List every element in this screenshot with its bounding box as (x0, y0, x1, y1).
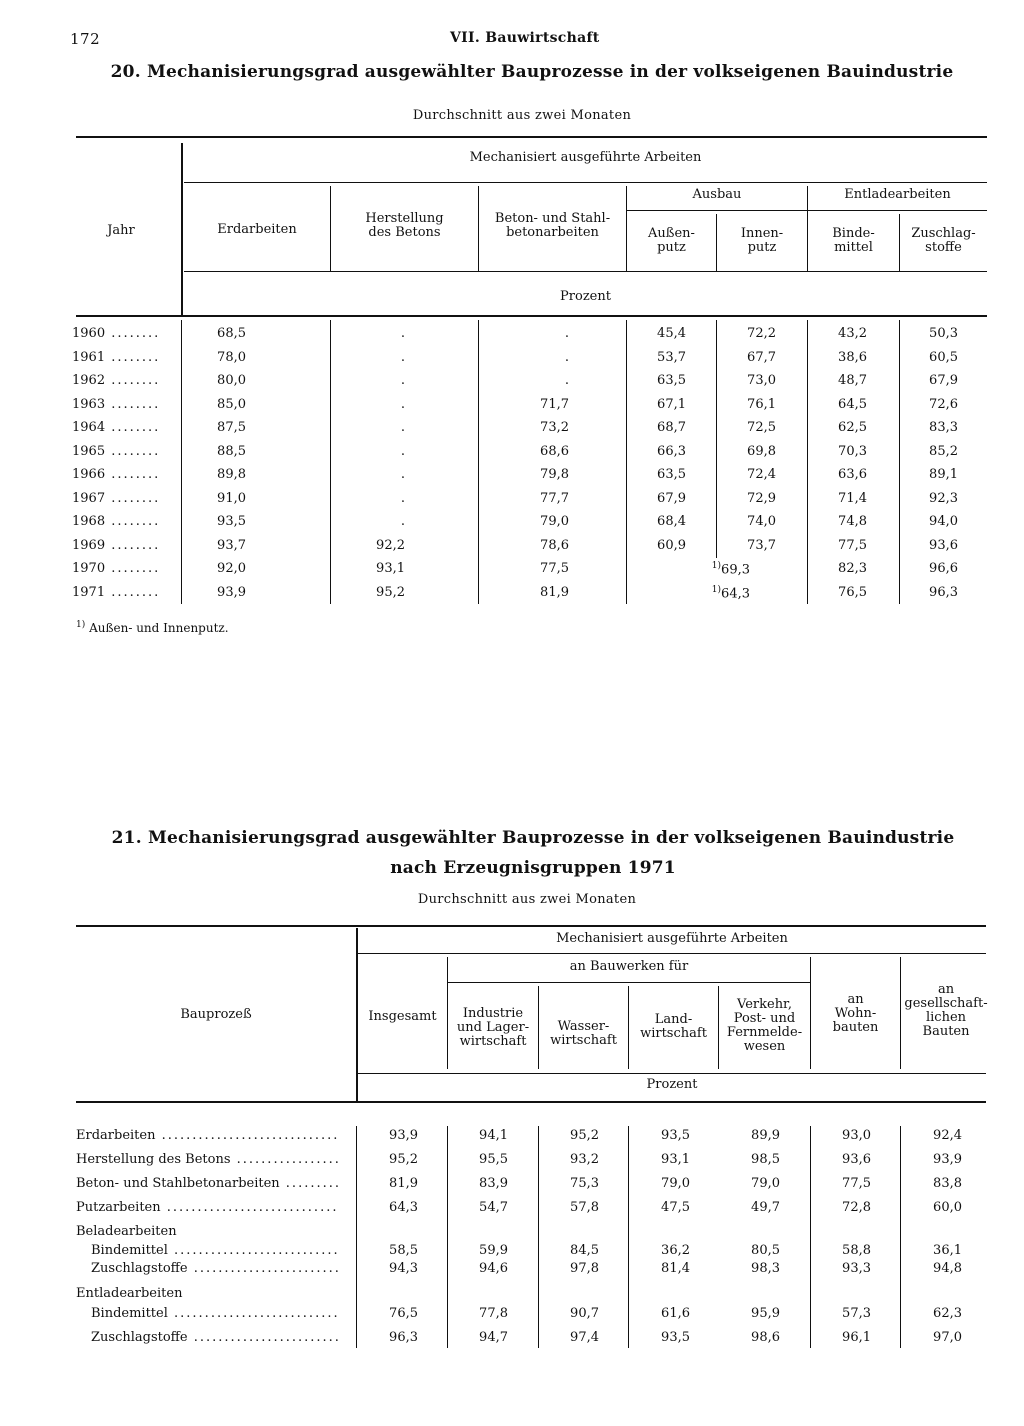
table20-entlade-rule (808, 210, 987, 211)
table20-unit-header: Prozent (560, 289, 611, 304)
header-line: stoffe (925, 240, 962, 255)
table21-bauwerke-rule (448, 982, 810, 983)
table21-row-label (91, 1261, 345, 1276)
table20-year-label (72, 350, 160, 365)
table20-cell: 72,9 (747, 490, 776, 506)
table21-cell: 58,5 (389, 1243, 418, 1258)
year-text: 1962 (72, 373, 106, 388)
table21-cell: 79,0 (751, 1176, 780, 1191)
header-line: Innen- (740, 226, 784, 241)
table21-wasser-header (539, 1020, 628, 1048)
table20-cell: 94,0 (929, 514, 958, 529)
leader-dots: ........ (105, 514, 161, 529)
header-line: gesellschaft- (904, 996, 988, 1011)
header-line: Außen- (648, 226, 695, 241)
table20-cell: . (564, 326, 569, 341)
table21-cell: 93,9 (933, 1152, 962, 1167)
table21-cell: 96,3 (389, 1330, 418, 1345)
table21-wohn-header (811, 993, 900, 1035)
table20-cell: 77,5 (540, 561, 569, 576)
table21-cell: 98,5 (751, 1152, 780, 1167)
header-line: wesen (743, 1039, 786, 1054)
label-text: Herstellung des Betons (76, 1152, 231, 1167)
header-line: wirtschaft (459, 1034, 527, 1049)
table20-cell: . (400, 349, 405, 365)
table21-body-divider (628, 1126, 629, 1348)
table21-group-rule (358, 953, 986, 954)
section-title: VII. Bauwirtschaft (450, 30, 600, 46)
table20-cell: . (400, 514, 405, 529)
year-text: 1964 (72, 420, 106, 435)
table21-cell: 61,6 (661, 1306, 690, 1321)
footnote-text: Außen- und Innenputz. (89, 621, 229, 635)
merged-value: 69,3 (721, 562, 750, 578)
table20-year-label (72, 491, 160, 506)
table20-cell: 93,9 (217, 584, 246, 600)
table20-cell: 72,2 (747, 326, 776, 341)
table20-entlade-header: Entladearbeiten (844, 187, 951, 202)
label-text: Beton- und Stahlbetonarbeiten (76, 1176, 280, 1191)
year-text: 1967 (72, 490, 106, 506)
table21-cell: 54,7 (479, 1200, 508, 1215)
table21-cell: 93,5 (661, 1128, 690, 1143)
table20-year-label (72, 538, 160, 553)
table20-herstellung-header (331, 212, 478, 240)
table21-cell: 98,6 (751, 1330, 780, 1345)
table20-cell: 67,1 (657, 396, 686, 412)
table20-cell: 50,3 (929, 326, 958, 341)
table20-cell: 72,6 (929, 396, 958, 412)
table20-aussen-header (627, 227, 716, 255)
table21-row-label (91, 1306, 345, 1321)
table20-body-divider (330, 320, 331, 604)
table21-header-bottom-rule (76, 1101, 986, 1103)
table21-cell: 60,0 (933, 1200, 962, 1215)
table20-stub-divider (181, 143, 183, 317)
table21-bauprozess-header: Bauprozeß (180, 1007, 252, 1022)
leader-dots: ........ (105, 373, 161, 388)
table20-cell: 77,7 (540, 490, 569, 506)
leader-dots: ........................... (167, 1306, 340, 1321)
table20-top-rule (76, 136, 987, 138)
table20-cell: 95,2 (376, 584, 405, 600)
table21-cell: 95,2 (389, 1152, 418, 1167)
table21-cell: 93,2 (570, 1152, 599, 1167)
header-line: Fernmelde- (726, 1025, 803, 1040)
leader-dots: ........ (105, 467, 161, 482)
table20-cell: . (400, 396, 405, 412)
label-text: Zuschlagstoffe (91, 1261, 188, 1276)
table21-title-line2: nach Erzeugnisgruppen 1971 (390, 858, 676, 878)
year-text: 1963 (72, 396, 106, 412)
table20-cell: 66,3 (657, 443, 686, 459)
header-line: des Betons (368, 225, 441, 240)
table20-zuschlag-header (900, 227, 987, 255)
table20-beton-header (479, 212, 626, 240)
table20-group-rule (184, 182, 987, 183)
table21-row-label (76, 1128, 345, 1143)
year-text: 1966 (72, 467, 106, 482)
header-line: Land- (654, 1012, 693, 1027)
table20-cell: 83,3 (929, 420, 958, 435)
header-line: Beton- und Stahl- (494, 211, 611, 226)
leader-dots: ........................ (187, 1261, 341, 1276)
table21-cell: 36,1 (933, 1243, 962, 1258)
table20-erdarbeiten-header: Erdarbeiten (217, 222, 297, 237)
table20-cell: 60,5 (929, 349, 958, 365)
table20-cell: 74,0 (747, 514, 776, 529)
table21-group-header: Mechanisiert ausgeführte Arbeiten (556, 931, 788, 946)
table21-cell: 64,3 (389, 1200, 418, 1215)
table21-cell: 93,5 (661, 1330, 690, 1345)
table21-cell: 62,3 (933, 1306, 962, 1321)
table20-cell: 88,5 (217, 443, 246, 459)
table20-year-label (72, 467, 160, 482)
header-line: mittel (834, 240, 873, 255)
table20-cell: 60,9 (657, 537, 686, 553)
header-line: an (937, 982, 955, 997)
table21-cell: 95,2 (570, 1128, 599, 1143)
table20-cell: 72,4 (747, 467, 776, 482)
table21-gesell-header (901, 983, 991, 1039)
table20-cell: 78,0 (217, 349, 246, 365)
table20-cell: 89,8 (217, 467, 246, 482)
label-text: Bindemittel (91, 1306, 168, 1321)
table21-cell: 95,5 (479, 1152, 508, 1167)
table21-group-label (76, 1286, 182, 1301)
table21-industrie-header (448, 1007, 538, 1049)
table21-cell: 95,9 (751, 1306, 780, 1321)
page-number: 172 (70, 30, 101, 48)
table21-cell: 93,1 (661, 1152, 690, 1167)
year-text: 1965 (72, 443, 106, 459)
table20-cell: . (400, 420, 405, 435)
table21-cell: 89,9 (751, 1128, 780, 1143)
table21-cell: 77,8 (479, 1306, 508, 1321)
leader-dots: ................. (230, 1152, 341, 1167)
table21-cell: 77,5 (842, 1176, 871, 1191)
table21-cell: 93,0 (842, 1128, 871, 1143)
table20-cell: . (400, 467, 405, 482)
table21-row-label (76, 1200, 345, 1215)
table20-year-label (72, 514, 160, 529)
header-line: putz (657, 240, 686, 255)
label-text: Erdarbeiten (76, 1128, 156, 1143)
leader-dots: ........ (105, 349, 161, 365)
table21-cell: 94,1 (479, 1128, 508, 1143)
year-text: 1961 (72, 349, 106, 365)
table20-cell: 67,9 (657, 490, 686, 506)
table21-cell: 57,3 (842, 1306, 871, 1321)
table21-title-line1: 21. Mechanisierungsgrad ausgewählter Bauprozesse in der volkseigenen Bauindustrie (111, 828, 955, 848)
header-line: putz (747, 240, 777, 255)
table20-cell: 68,5 (217, 326, 246, 341)
table21-cell: 59,9 (479, 1243, 508, 1258)
leader-dots: ............................. (155, 1128, 340, 1143)
year-text: 1971 (72, 584, 106, 600)
table20-cell: 79,8 (540, 467, 569, 482)
table21-verkehr-header (719, 998, 810, 1054)
table20-cell: 62,5 (838, 420, 867, 435)
footnote-mark: 1) (711, 561, 722, 571)
table20-cell: . (400, 326, 405, 341)
table20-cell: 73,2 (540, 420, 569, 435)
leader-dots: ........ (105, 326, 161, 341)
table20-title: 20. Mechanisierungsgrad ausgewählter Bauprozesse in der volkseigenen Bauindustrie (110, 62, 954, 82)
year-text: 1960 (72, 326, 106, 341)
table21-cell: 94,3 (389, 1261, 418, 1276)
table20-body-divider (478, 320, 479, 604)
header-line: Wasser- (557, 1019, 610, 1034)
table21-cell: 81,4 (661, 1261, 690, 1276)
table21-row-label (76, 1176, 345, 1191)
header-line: Verkehr, (737, 997, 792, 1012)
table20-cell: 82,3 (838, 561, 867, 576)
table21-cell: 49,7 (751, 1200, 780, 1215)
table20-cell: 43,2 (838, 326, 867, 341)
table20-cell: 70,3 (838, 443, 867, 459)
table20-cell: 76,5 (838, 584, 867, 600)
table21-cell: 97,0 (933, 1330, 962, 1345)
table21-cell: 47,5 (661, 1200, 690, 1215)
table20-cell: 71,4 (838, 490, 867, 506)
header-line: Zuschlag- (911, 226, 976, 241)
table20-cell: 78,6 (540, 537, 569, 553)
table20-cell: 76,1 (747, 396, 776, 412)
year-text: 1969 (72, 537, 106, 553)
table21-cell: 83,8 (933, 1176, 962, 1191)
leader-dots: ........ (105, 561, 161, 576)
table21-cell: 81,9 (389, 1176, 418, 1191)
table20-year-label (72, 585, 160, 600)
table20-cell: 73,0 (747, 373, 776, 388)
table20-cell: 63,5 (657, 373, 686, 388)
leader-dots: ........ (105, 396, 161, 412)
header-line: und Lager- (456, 1020, 530, 1035)
table20-cell: 85,2 (929, 443, 958, 459)
table20-ausbau-rule (627, 210, 807, 211)
header-line: Industrie (462, 1006, 524, 1021)
table20-cell: 85,0 (217, 396, 246, 412)
table20-cell: 72,5 (747, 420, 776, 435)
year-text: 1968 (72, 514, 106, 529)
table20-cell: 77,5 (838, 537, 867, 553)
label-text: Putzarbeiten (76, 1200, 161, 1215)
table20-cell: 93,1 (376, 561, 405, 576)
header-line: Herstellung (365, 211, 444, 226)
table20-jahr-header: Jahr (107, 223, 135, 238)
table20-year-label (72, 420, 160, 435)
table21-cell: 36,2 (661, 1243, 690, 1258)
table21-cell: 57,8 (570, 1200, 599, 1215)
table20-cell: 73,7 (747, 537, 776, 553)
table21-cell: 93,3 (842, 1261, 871, 1276)
table20-cell: 38,6 (838, 349, 867, 365)
leader-dots: ........................... (167, 1243, 340, 1258)
table21-land-header (629, 1013, 718, 1041)
table21-body-divider (900, 1126, 901, 1348)
table20-year-label (72, 561, 160, 576)
header-line: lichen (925, 1010, 967, 1025)
table20-cell: 68,7 (657, 420, 686, 435)
table20-header-bottom-rule (76, 315, 987, 317)
table20-cell: 63,5 (657, 467, 686, 482)
header-line: Binde- (832, 226, 875, 241)
table20-cell: . (564, 373, 569, 388)
table21-row-label (91, 1330, 345, 1345)
label-text: Entladearbeiten (76, 1286, 183, 1301)
table21-cell: 79,0 (661, 1176, 690, 1191)
header-line: wirtschaft (550, 1033, 617, 1048)
table20-cell: 81,9 (540, 584, 569, 600)
table20-cell: 68,6 (540, 443, 569, 459)
table20-cell: . (564, 349, 569, 365)
table20-cell: 93,6 (929, 537, 958, 553)
header-line: Wohn- (834, 1006, 877, 1021)
table20-cell: 67,9 (929, 373, 958, 388)
table20-cell: 53,7 (657, 349, 686, 365)
table21-cell: 94,6 (479, 1261, 508, 1276)
leader-dots: ........ (105, 584, 161, 600)
label-text: Bindemittel (91, 1243, 168, 1258)
table20-cell: 48,7 (838, 373, 867, 388)
footnote-mark: 1) (76, 620, 86, 630)
table21-cell: 90,7 (570, 1306, 599, 1321)
table20-cell: 91,0 (217, 490, 246, 506)
table21-cell: 76,5 (389, 1306, 418, 1321)
year-text: 1970 (72, 561, 106, 576)
table21-subtitle: Durchschnitt aus zwei Monaten (417, 892, 637, 907)
table20-cell: 80,0 (217, 373, 246, 388)
table20-cell: . (400, 490, 405, 506)
leader-dots: ........................ (187, 1330, 341, 1345)
header-line: betonarbeiten (506, 225, 599, 240)
table21-insgesamt-header: Insgesamt (368, 1009, 437, 1024)
label-text: Zuschlagstoffe (91, 1330, 188, 1345)
leader-dots: ........ (105, 490, 161, 506)
table20-body-divider (181, 320, 182, 604)
merged-value: 64,3 (721, 585, 750, 601)
table20-binde-header (808, 227, 899, 255)
table21-cell: 98,3 (751, 1261, 780, 1276)
table20-cell: 92,3 (929, 490, 958, 506)
table21-unit-header: Prozent (646, 1077, 698, 1092)
table21-cell: 94,7 (479, 1330, 508, 1345)
table20-cell: 87,5 (217, 420, 246, 435)
table20-cell: 92,2 (376, 537, 405, 553)
table21-cell: 80,5 (751, 1243, 780, 1258)
table20-cell: 79,0 (540, 514, 569, 529)
table20-ausbau-header: Ausbau (692, 187, 742, 202)
header-line: an (847, 992, 864, 1007)
table21-cell: 93,9 (389, 1128, 418, 1143)
table21-body-divider (356, 1126, 357, 1348)
table20-cell: 74,8 (838, 514, 867, 529)
table20-cell: 92,0 (217, 561, 246, 576)
table20-cell: . (400, 443, 405, 459)
table20-cell: 69,8 (747, 443, 776, 459)
table20-year-label (72, 373, 160, 388)
table20-cell: . (400, 373, 405, 388)
table21-row-label (76, 1152, 345, 1167)
table20-innen-header (717, 227, 807, 255)
label-text: Beladearbeiten (76, 1224, 177, 1239)
table20-cell: 96,6 (929, 561, 958, 576)
header-line: wirtschaft (640, 1026, 707, 1041)
table21-cell: 58,8 (842, 1243, 871, 1258)
table20-cell: 68,4 (657, 514, 686, 529)
table20-cell: 71,7 (540, 396, 569, 412)
leader-dots: ............................ (160, 1200, 339, 1215)
table20-footnote (76, 620, 229, 635)
table20-cell: 93,7 (217, 537, 246, 553)
table20-cell: 64,5 (838, 396, 867, 412)
table20-group-header: Mechanisiert ausgeführte Arbeiten (469, 150, 702, 165)
header-line: Bauten (922, 1024, 970, 1039)
leader-dots: ......... (279, 1176, 341, 1191)
table20-merged-putz-cell (660, 561, 750, 577)
table20-cell: 93,5 (217, 514, 246, 529)
table21-cell: 84,5 (570, 1243, 599, 1258)
table21-cell: 94,8 (933, 1261, 962, 1276)
table20-cell: 67,7 (747, 349, 776, 365)
table20-cell: 89,1 (929, 467, 958, 482)
header-line: bauten (832, 1020, 879, 1035)
table20-cell: 63,6 (838, 467, 867, 482)
table21-row-label (91, 1243, 345, 1258)
table21-unit-rule (358, 1073, 986, 1074)
footnote-mark: 1) (711, 584, 722, 595)
table21-cell: 97,4 (570, 1330, 599, 1345)
table21-cell: 97,8 (570, 1261, 599, 1276)
table20-cell: 45,4 (657, 326, 686, 341)
leader-dots: ........ (105, 443, 161, 459)
table21-cell: 72,8 (842, 1200, 871, 1215)
table20-year-label (72, 397, 160, 412)
table21-top-rule (76, 925, 986, 927)
table20-subtitle: Durchschnitt aus zwei Monaten (412, 108, 632, 123)
table21-group-label (76, 1224, 177, 1239)
table20-year-label (72, 444, 160, 459)
table21-cell: 93,6 (842, 1152, 871, 1167)
table20-unit-rule (184, 271, 987, 272)
table20-merged-putz-cell (660, 585, 750, 601)
table20-cell: 96,3 (929, 584, 958, 600)
leader-dots: ........ (105, 537, 161, 553)
table21-cell: 83,9 (479, 1176, 508, 1191)
table20-year-label (72, 326, 160, 341)
table21-cell: 92,4 (933, 1128, 962, 1143)
table21-cell: 96,1 (842, 1330, 871, 1345)
table21-cell: 75,3 (570, 1176, 599, 1191)
leader-dots: ........ (105, 420, 161, 435)
header-line: Post- und (733, 1011, 796, 1026)
table21-bauwerke-header: an Bauwerken für (569, 959, 689, 974)
